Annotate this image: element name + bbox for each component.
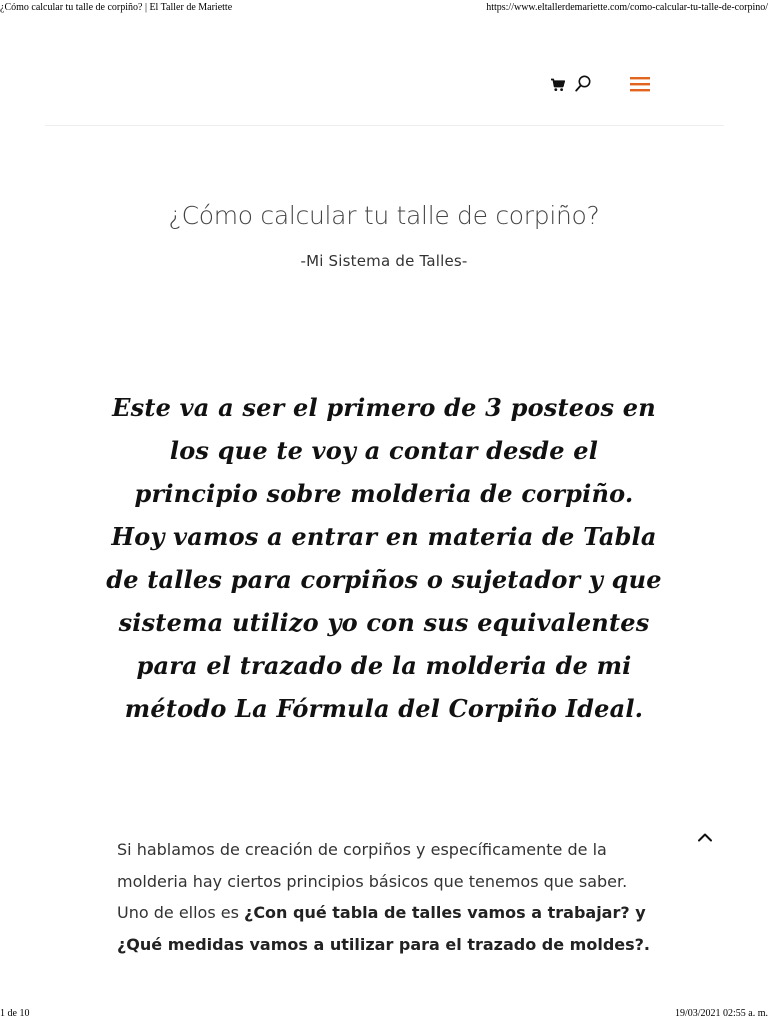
cart-icon[interactable] xyxy=(551,78,565,92)
site-header xyxy=(0,64,768,104)
hamburger-menu-icon[interactable] xyxy=(630,76,650,92)
page-subtitle: -Mi Sistema de Talles- xyxy=(300,252,468,270)
body-paragraph-text: Si hablamos de creación de corpiños y específicamente de la molderia hay ciertos principios básicos que tenemos que saber. Uno de ellos es xyxy=(117,840,628,922)
header-divider xyxy=(45,125,724,126)
print-timestamp: 19/03/2021 02:55 a. m. xyxy=(674,1008,768,1019)
scroll-to-top-icon[interactable] xyxy=(697,830,713,842)
print-footer xyxy=(0,1006,768,1024)
intro-quote: Este va a ser el primero de 3 posteos en los que te voy a contar desde el principio sobre molderia de corpiño. Hoy vamos a entrar en materia de Tabla de talles para corpiños o sujetador y que sistema utilizo yo con sus equivalentes para el trazado de la molderia de mi método La Fórmula del Corpiño Ideal. xyxy=(106,393,662,723)
print-page-url[interactable]: https://www.eltallerdemariette.com/como-calcular-tu-talle-de-corpino/ xyxy=(486,2,768,13)
print-page-title: ¿Cómo calcular tu talle de corpiño? | El Taller de Mariette xyxy=(0,2,233,13)
body-paragraph xyxy=(117,834,657,960)
print-header xyxy=(0,0,768,16)
search-icon[interactable] xyxy=(575,75,591,92)
page-title: ¿Cómo calcular tu talle de corpiño? xyxy=(168,201,600,230)
print-page-number: 1 de 10 xyxy=(0,1008,30,1019)
body-paragraph-bold: ¿Con qué tabla de talles vamos a trabajar? y ¿Qué medidas vamos a utilizar para el trazado de moldes?. xyxy=(117,903,650,954)
